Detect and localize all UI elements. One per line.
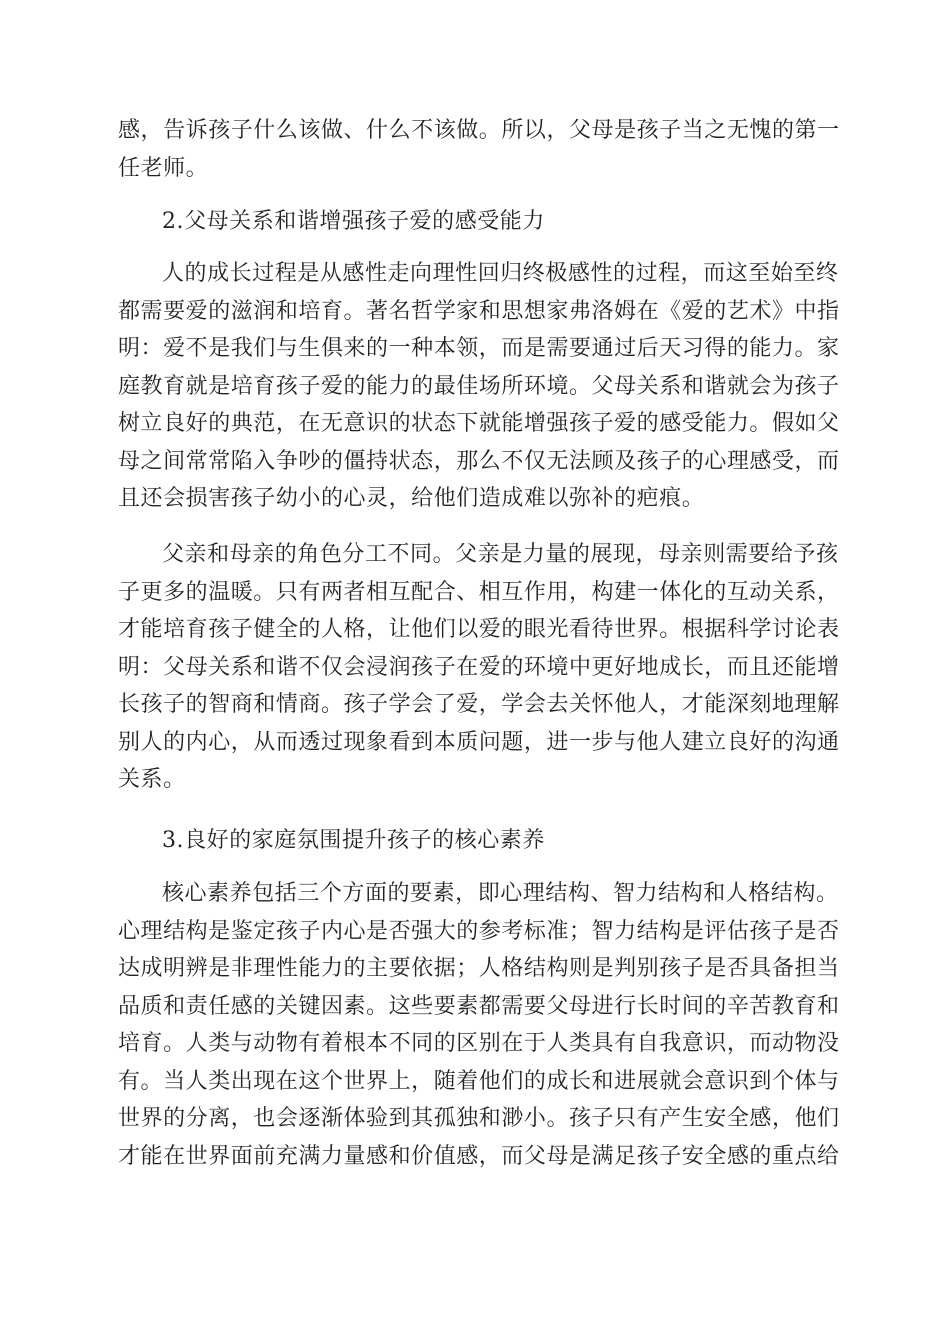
heading-text: 3.良好的家庭氛围提升孩子的核心素养 (162, 828, 545, 853)
paragraph-line: 庭教育就是培育孩子爱的能力的最佳场所环境。父母关系和谐就会为孩子 (118, 373, 840, 399)
paragraph-line: 关系。 (118, 767, 186, 792)
paragraph-parental-harmony (118, 255, 840, 518)
section-heading-3 (118, 822, 832, 860)
section-heading-2 (118, 203, 832, 241)
paragraph-line: 才能在世界面前充满力量感和价值感，而父母是满足孩子安全感的重点给 (118, 1143, 840, 1169)
paragraph-line: 别人的内心，从而透过现象看到本质问题，进一步与他人建立良好的沟通 (118, 729, 840, 755)
paragraph-line: 培育。人类与动物有着根本不同的区别在于人类具有自我意识，而动物没 (118, 1031, 840, 1056)
heading-text: 2.父母关系和谐增强孩子爱的感受能力 (162, 209, 545, 234)
paragraph-line: 才能培育孩子健全的人格，让他们以爱的眼光看待世界。根据科学讨论表 (118, 617, 840, 642)
continuation-paragraph (118, 112, 840, 187)
paragraph-line: 品质和责任感的关键因素。这些要素都需要父母进行长时间的辛苦教育和 (118, 993, 840, 1019)
paragraph-line: 父亲和母亲的角色分工不同。父亲是力量的展现，母亲则需要给予孩 (162, 542, 839, 567)
paragraph-line: 达成明辨是非理性能力的主要依据；人格结构则是判别孩子是否具备担当 (118, 956, 840, 981)
paragraph-parent-roles (118, 536, 840, 799)
paragraph-line: 心理结构是鉴定孩子内心是否强大的参考标准；智力结构是评估孩子是否 (118, 918, 840, 944)
paragraph-line: 母之间常常陷入争吵的僵持状态，那么不仅无法顾及孩子的心理感受，而 (118, 448, 840, 474)
paragraph-line: 明：父母关系和谐不仅会浸润孩子在爱的环境中更好地成长，而且还能增 (118, 654, 840, 680)
paragraph-line: 树立良好的典范，在无意识的状态下就能增强孩子爱的感受能力。假如父 (118, 411, 840, 436)
paragraph-line: 子更多的温暖。只有两者相互配合、相互作用，构建一体化的互动关系， (118, 579, 840, 605)
paragraph-line: 核心素养包括三个方面的要素，即心理结构、智力结构和人格结构。 (162, 881, 839, 906)
paragraph-line: 且还会损害孩子幼小的心灵，给他们造成难以弥补的疤痕。 (118, 486, 705, 511)
paragraph-line: 感，告诉孩子什么该做、什么不该做。所以，父母是孩子当之无愧的第一 (118, 118, 840, 143)
paragraph-core-literacy (118, 875, 840, 1175)
paragraph-line: 世界的分离，也会逐渐体验到其孤独和渺小。孩子只有产生安全感，他们 (118, 1106, 840, 1131)
paragraph-line: 有。当人类出现在这个世界上，随着他们的成长和进展就会意识到个体与 (118, 1068, 840, 1094)
paragraph-line: 都需要爱的滋润和培育。著名哲学家和思想家弗洛姆在《爱的艺术》中指 (118, 298, 840, 324)
paragraph-line: 任老师。 (118, 155, 209, 181)
paragraph-line: 人的成长过程是从感性走向理性回归终极感性的过程，而这至始至终 (162, 261, 839, 286)
paragraph-line: 长孩子的智商和情商。孩子学会了爱，学会去关怀他人，才能深刻地理解 (118, 692, 840, 717)
paragraph-line: 明：爱不是我们与生俱来的一种本领，而是需要通过后天习得的能力。家 (118, 336, 840, 361)
